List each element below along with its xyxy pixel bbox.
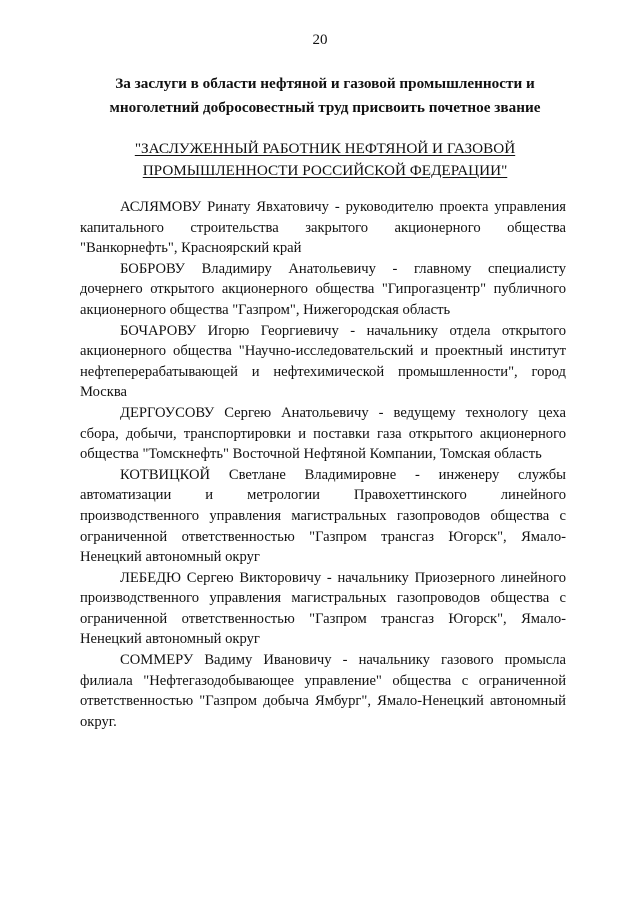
- awardee-entry: СОММЕРУ Вадиму Ивановичу - начальнику газового промысла филиала "Нефтегазодобывающее управление" общества с ограниченной ответственностью "Газпром добыча Ямбург", Ямало-Ненецкий автономный округ.: [80, 652, 566, 730]
- awardee-entry: КОТВИЦКОЙ Светлане Владимировне - инженеру службы автоматизации и метрологии Правохеттинского линейного производственного управления магистральных газопроводов общества с ограниченной ответственностью "Газпром трансгаз Югорск", Ямало-Ненецкий автономный округ: [80, 466, 566, 566]
- awardee-entry: АСЛЯМОВУ Ринату Явхатовичу - руководителю проекта управления капитального строительства закрытого акционерного общества "Ванкорнефть", Красноярский край: [80, 199, 566, 257]
- awardee-list: [80, 197, 566, 732]
- decree-heading: За заслуги в области нефтяной и газовой промышленности и многолетний добросовестный труд присвоить почетное звание: [109, 75, 541, 116]
- awardee-entry: БОЧАРОВУ Игорю Георгиевичу - начальнику отдела открытого акционерного общества "Научно-исследовательский и проектный институт нефтеперерабатывающей и нефтехимической промышленности", город Москва: [80, 322, 566, 401]
- page-number: 20: [312, 32, 328, 48]
- awardee-entry: ЛЕБЕДЮ Сергею Викторовичу - начальнику Приозерного линейного производственного управления магистральных газопроводов общества с ограниченной ответственностью "Газпром трансгаз Югорск", Ямало-Ненецкий автономный округ: [80, 569, 566, 648]
- awardee-entry: ДЕРГОУСОВУ Сергею Анатольевичу - ведущему технологу цеха сбора, добычи, транспортировки и поставки газа открытого акционерного общества "Томскнефть" Восточной Нефтяной Компании, Томская область: [80, 404, 566, 463]
- honorary-title: "ЗАСЛУЖЕННЫЙ РАБОТНИК НЕФТЯНОЙ И ГАЗОВОЙ ПРОМЫШЛЕННОСТИ РОССИЙСКОЙ ФЕДЕРАЦИИ": [134, 140, 516, 179]
- awardee-entry: БОБРОВУ Владимиру Анатольевичу - главному специалисту дочернего открытого акционерного общества "Гипрогазцентр" публичного акционерного общества "Газпром", Нижегородская область: [80, 260, 566, 318]
